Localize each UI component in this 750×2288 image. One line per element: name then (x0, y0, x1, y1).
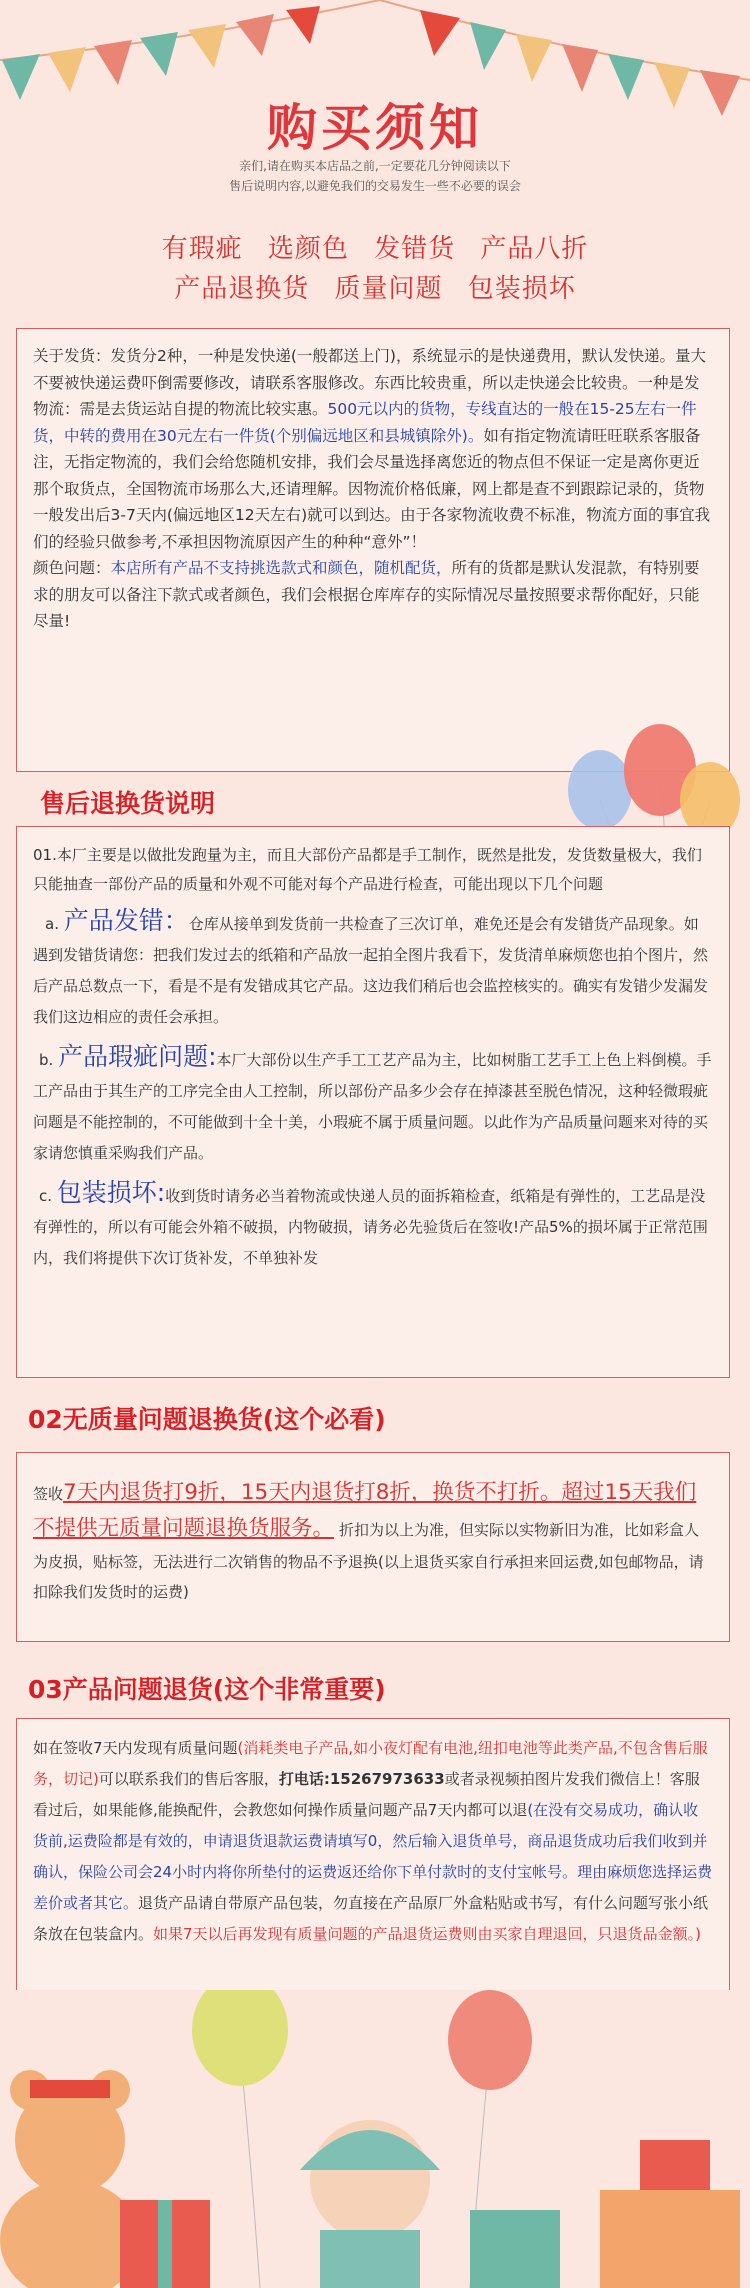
section-02-highlight: 7天内退货打9折，15天内退货打8折，换货不打折。超过15天我们不提供无质量问题退换货服务。 (33, 1480, 697, 1541)
item-a-prefix: a. (45, 915, 59, 933)
aftersale-box (16, 826, 730, 1378)
section-03-warning: 如果7天以后再发现有质量问题的产品退货运费则由买家自理退回，只退货品金额。) (153, 1925, 701, 1943)
intro-text (0, 156, 750, 196)
tag: 发错货 (374, 234, 456, 264)
tag: 包装损坏 (467, 274, 576, 304)
section-02-box (16, 1452, 730, 1642)
section-02-title: 02无质量问题退换货(这个必看) (28, 1405, 386, 1434)
section-03-text-4: 退货产品请自带原产品包装，勿直接在产品原厂外盒粘贴或书写，有什么问题写张小纸条放在包装盒内。 (33, 1894, 709, 1943)
section-02-text: 折扣为以上为准，但实际以实物新旧为准，比如彩盒人为皮损，贴标签，无法进行二次销售的物品不予退换(以上退货买家自行承担来回运费,如包邮物品，请扣除我们发货时的运费) (33, 1521, 704, 1601)
aftersale-item-c (33, 1177, 713, 1274)
tag: 有瑕疵 (161, 234, 243, 264)
color-highlight: 本店所有产品不支持挑选款式和颜色，随机配货， (110, 559, 452, 577)
section-03-text-2: 可以联系我们的售后客服， (98, 1770, 279, 1788)
tags-row-2 (0, 268, 750, 305)
item-a-text: 仓库从接单到发货前一共检查了三次订单，难免还是会有发错货产品现象。如遇到发错货请您：把我们发过去的纸箱和产品放一起拍全图片我看下，发货清单麻烦您也拍个图片，然后产品总数点一下，看是不是有发错成其它产品。这边我们稍后也会监控核实的。确实有发错少发漏发我们这边相应的责任会承担。 (33, 915, 709, 1026)
shipping-text-2: 如有指定物流请旺旺联系客服备注，无指定物流的，我们会给您随机安排，我们会尽量选择离您近的物点但不保证一定是离你更近那个取货点，全国物流市场那么大,还请理解。因物流价格低廉，网上都是查不到跟踪记录的，货物一般发出后3-7天内(偏远地区12天左右)就可以到达。由于各家物流收费不标准，物流方面的事宜我们的经验只做参考,不承担因物流原因产生的种种“意外”！ (33, 426, 711, 551)
tag: 选颜色 (267, 234, 349, 264)
section-03-title: 03产品问题退货(这个非常重要) (28, 1675, 386, 1704)
item-a-title: 产品发错： (63, 906, 189, 935)
item-c-text: 收到货时请务必当着物流或快递人员的面拆箱检查，纸箱是有弹性的，工艺品是没有弹性的，所以有可能会外箱不破损，内物破损，请务必先验货后在签收!产品5%的损坏属于正常范围内，我们将提供下次订货补发，不单独补发 (33, 1187, 708, 1267)
item-b-prefix: b. (39, 1051, 54, 1069)
color-text: 所有的货都是默认发混款，有特别要求的朋友可以备注下款式或者颜色，我们会根据仓库库存的实际情况尽量按照要求帮你配好，只能尽量! (33, 559, 700, 630)
tag: 产品退换货 (174, 274, 310, 304)
section-03-insurance: (在没有交易成功，确认收货前,运费险都是有效的，申请退货退款运费请填写0，然后输入退货单号，商品退货成功后我们收到并确认，保险公司会24小时内将你所垫付的运费返还给你下单付款时的支付宝帐号。理由麻烦您选择运费差价或者其它。 (33, 1801, 713, 1912)
shipping-info-box (16, 328, 730, 772)
item-c-prefix: c. (39, 1187, 53, 1205)
aftersale-item-b (33, 1041, 713, 1169)
intro-line-1: 亲们,请在购买本店品之前,一定要花几分钟阅读以下 (239, 159, 511, 173)
intro-line-2: 售后说明内容,以避免我们的交易发生一些不必要的误会 (229, 179, 521, 193)
tags-row-1 (0, 228, 750, 265)
section-03-text-3: 或者录视频拍图片发我们微信上！客服看过后，如果能修,能换配件，会教您如何操作质量问题产品7天内都可以退 (33, 1770, 700, 1819)
tag: 产品八折 (480, 234, 589, 264)
page-title: 购买须知 (267, 98, 483, 157)
section-03-text-1: 如在签收7天内发现有质量问题 (33, 1739, 238, 1757)
item-b-title: 产品瑕疵问题: (58, 1042, 217, 1071)
aftersale-item-a (33, 905, 713, 1033)
section-03-box (16, 1718, 730, 2018)
section-03-note: (消耗类电子产品,如小夜灯配有电池,纽扣电池等此类产品,不包含售后服务，切记) (33, 1739, 708, 1788)
phone-number: 打电话:15267973633 (278, 1770, 445, 1788)
section-02-prefix: 签收 (33, 1485, 64, 1503)
bottom-illustration (0, 1990, 750, 2288)
aftersale-intro: 01.本厂主要是以做批发跑量为主，而且大部份产品都是手工制作，既然是批发，发货数量极大，我们只能抽查一部份产品的质量和外观不可能对每个产品进行检查，可能出现以下几个问题 (33, 846, 702, 893)
shipping-text: 关于发货：发货分2种，一种是发快递(一般都送上门)，系统显示的是快递费用，默认发快递。量大不要被快递运费吓倒需要修改，请联系客服修改。东西比较贵重，所以走快递会比较贵。一种是发物流：需是去货运站自提的物流比较实惠。 (33, 347, 706, 418)
shipping-price-highlight: 500元以内的货物，专线直达的一般在15-25左右一件货，中转的费用在30元左右一件货(个别偏远地区和县城镇除外)。 (33, 400, 697, 445)
aftersale-title: 售后退换货说明 (40, 789, 216, 818)
item-b-text: 本厂大部份以生产手工工艺产品为主，比如树脂工艺手工上色上料倒模。手工产品由于其生产的工序完全由人工控制，所以部份产品多少会存在掉漆甚至脱色情况，这种轻微瑕疵问题是不能控制的，不可能做到十全十美，小瑕疵不属于质量问题。以此作为产品质量问题来对待的买家请您慎重采购我们产品。 (33, 1051, 712, 1162)
tag: 质量问题 (334, 274, 443, 304)
color-label: 颜色问题： (33, 559, 111, 577)
item-c-title: 包装损坏: (56, 1178, 166, 1207)
